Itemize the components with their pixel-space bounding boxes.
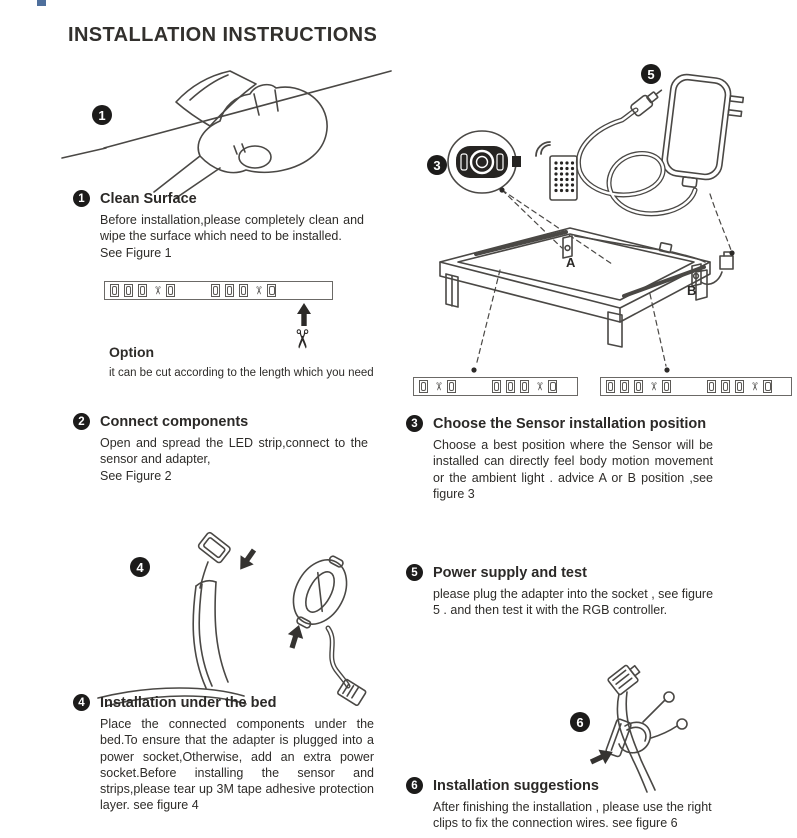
cut-mark-icon: ✂	[252, 285, 265, 296]
step-6	[406, 777, 746, 832]
led-chip	[225, 284, 234, 297]
step-3-number-badge: 3	[406, 415, 423, 432]
step-1-body: Before installation,please completely clean and wipe the surface which need to be installed.	[100, 213, 364, 244]
led-strip-graphic	[104, 281, 333, 300]
step-2-see-figure: See Figure 2	[100, 468, 172, 483]
cut-mark-icon: ✂	[151, 285, 164, 296]
led-strip-graphic	[413, 377, 578, 396]
page-corner-mark	[37, 0, 46, 6]
cut-mark-icon: ✂	[748, 381, 761, 392]
step-2-body: Open and spread the LED strip,connect to the sensor and adapter,	[100, 436, 368, 467]
option-body: it can be cut according to the length which you need	[109, 367, 374, 379]
bed-position-b-label: B	[687, 283, 697, 298]
option-heading: Option	[109, 344, 155, 360]
step-5-number-badge: 5	[406, 564, 423, 581]
led-chip	[506, 380, 515, 393]
step-3	[406, 415, 736, 502]
step-5-body: please plug the adapter into the socket , see figure 5 . and then test it with the RGB controller.	[433, 587, 714, 618]
led-chip	[211, 284, 220, 297]
connector-sensor-drawing	[92, 516, 392, 708]
cut-mark-icon: ✂	[647, 381, 660, 392]
step-4-heading: Installation under the bed	[100, 694, 277, 711]
step-3-body: Choose a best position where the Sensor will be installed can directly feel body motion movement or the ambient light . advice A or B position ,see figure 3	[433, 438, 713, 501]
step-6-body: After finishing the installation , please use the right clips to fix the connection wires. see figure 6	[433, 800, 712, 831]
figure1-clean-surface-illustration	[58, 58, 393, 198]
led-chip	[634, 380, 643, 393]
led-chip	[520, 380, 529, 393]
led-chip	[735, 380, 744, 393]
hand-wipe-drawing	[58, 58, 393, 198]
step-4-body: Place the connected components under the bed.To ensure that the adapter is plugged into a power socket,Otherwise, add an extra power socket.Before installing the sensor and strips,please tear up 3M tape adhesive protection layer. see figure 4	[100, 717, 374, 813]
led-chip	[124, 284, 133, 297]
led-chip	[492, 380, 501, 393]
step-2-number-badge: 2	[73, 413, 90, 430]
step-2	[73, 413, 373, 484]
led-chip	[447, 380, 456, 393]
step-2-heading: Connect components	[100, 413, 249, 430]
led-chip	[763, 380, 772, 393]
step-4-number-badge: 4	[73, 694, 90, 711]
figure5-callout-badge: 5	[641, 64, 661, 84]
led-chip	[267, 284, 276, 297]
scissors-icon: ✂	[286, 328, 317, 350]
led-chip	[721, 380, 730, 393]
arrow-up-icon	[296, 303, 312, 326]
led-chip	[548, 380, 557, 393]
bed-position-a-label: A	[566, 255, 576, 270]
step-1-number-badge: 1	[73, 190, 90, 207]
bed-setup-drawing	[410, 50, 797, 410]
figure1-callout-badge: 1	[92, 105, 112, 125]
led-chip	[620, 380, 629, 393]
step-5	[406, 564, 736, 619]
led-chip	[239, 284, 248, 297]
figure4-components-illustration	[92, 516, 392, 708]
step-4	[73, 694, 377, 814]
step-1-see-figure: See Figure 1	[100, 245, 172, 260]
step-1	[73, 190, 365, 261]
step-3-heading: Choose the Sensor installation position	[433, 415, 707, 432]
led-chip	[138, 284, 147, 297]
figure3-5-bed-illustration	[410, 50, 797, 410]
led-chip	[419, 380, 428, 393]
led-chip	[707, 380, 716, 393]
figure3-callout-badge: 3	[427, 155, 447, 175]
cut-mark-icon: ✂	[533, 381, 546, 392]
led-chip	[166, 284, 175, 297]
cut-mark-icon: ✂	[432, 381, 445, 392]
figure6-callout-badge: 6	[570, 712, 590, 732]
page-title: INSTALLATION INSTRUCTIONS	[68, 24, 378, 46]
step-1-heading: Clean Surface	[100, 190, 197, 207]
figure4-callout-badge: 4	[130, 557, 150, 577]
step-6-number-badge: 6	[406, 777, 423, 794]
led-chip	[110, 284, 119, 297]
step-6-heading: Installation suggestions	[433, 777, 599, 794]
led-strip-graphic	[600, 377, 792, 396]
step-5-heading: Power supply and test	[433, 564, 587, 581]
led-chip	[662, 380, 671, 393]
led-chip	[606, 380, 615, 393]
